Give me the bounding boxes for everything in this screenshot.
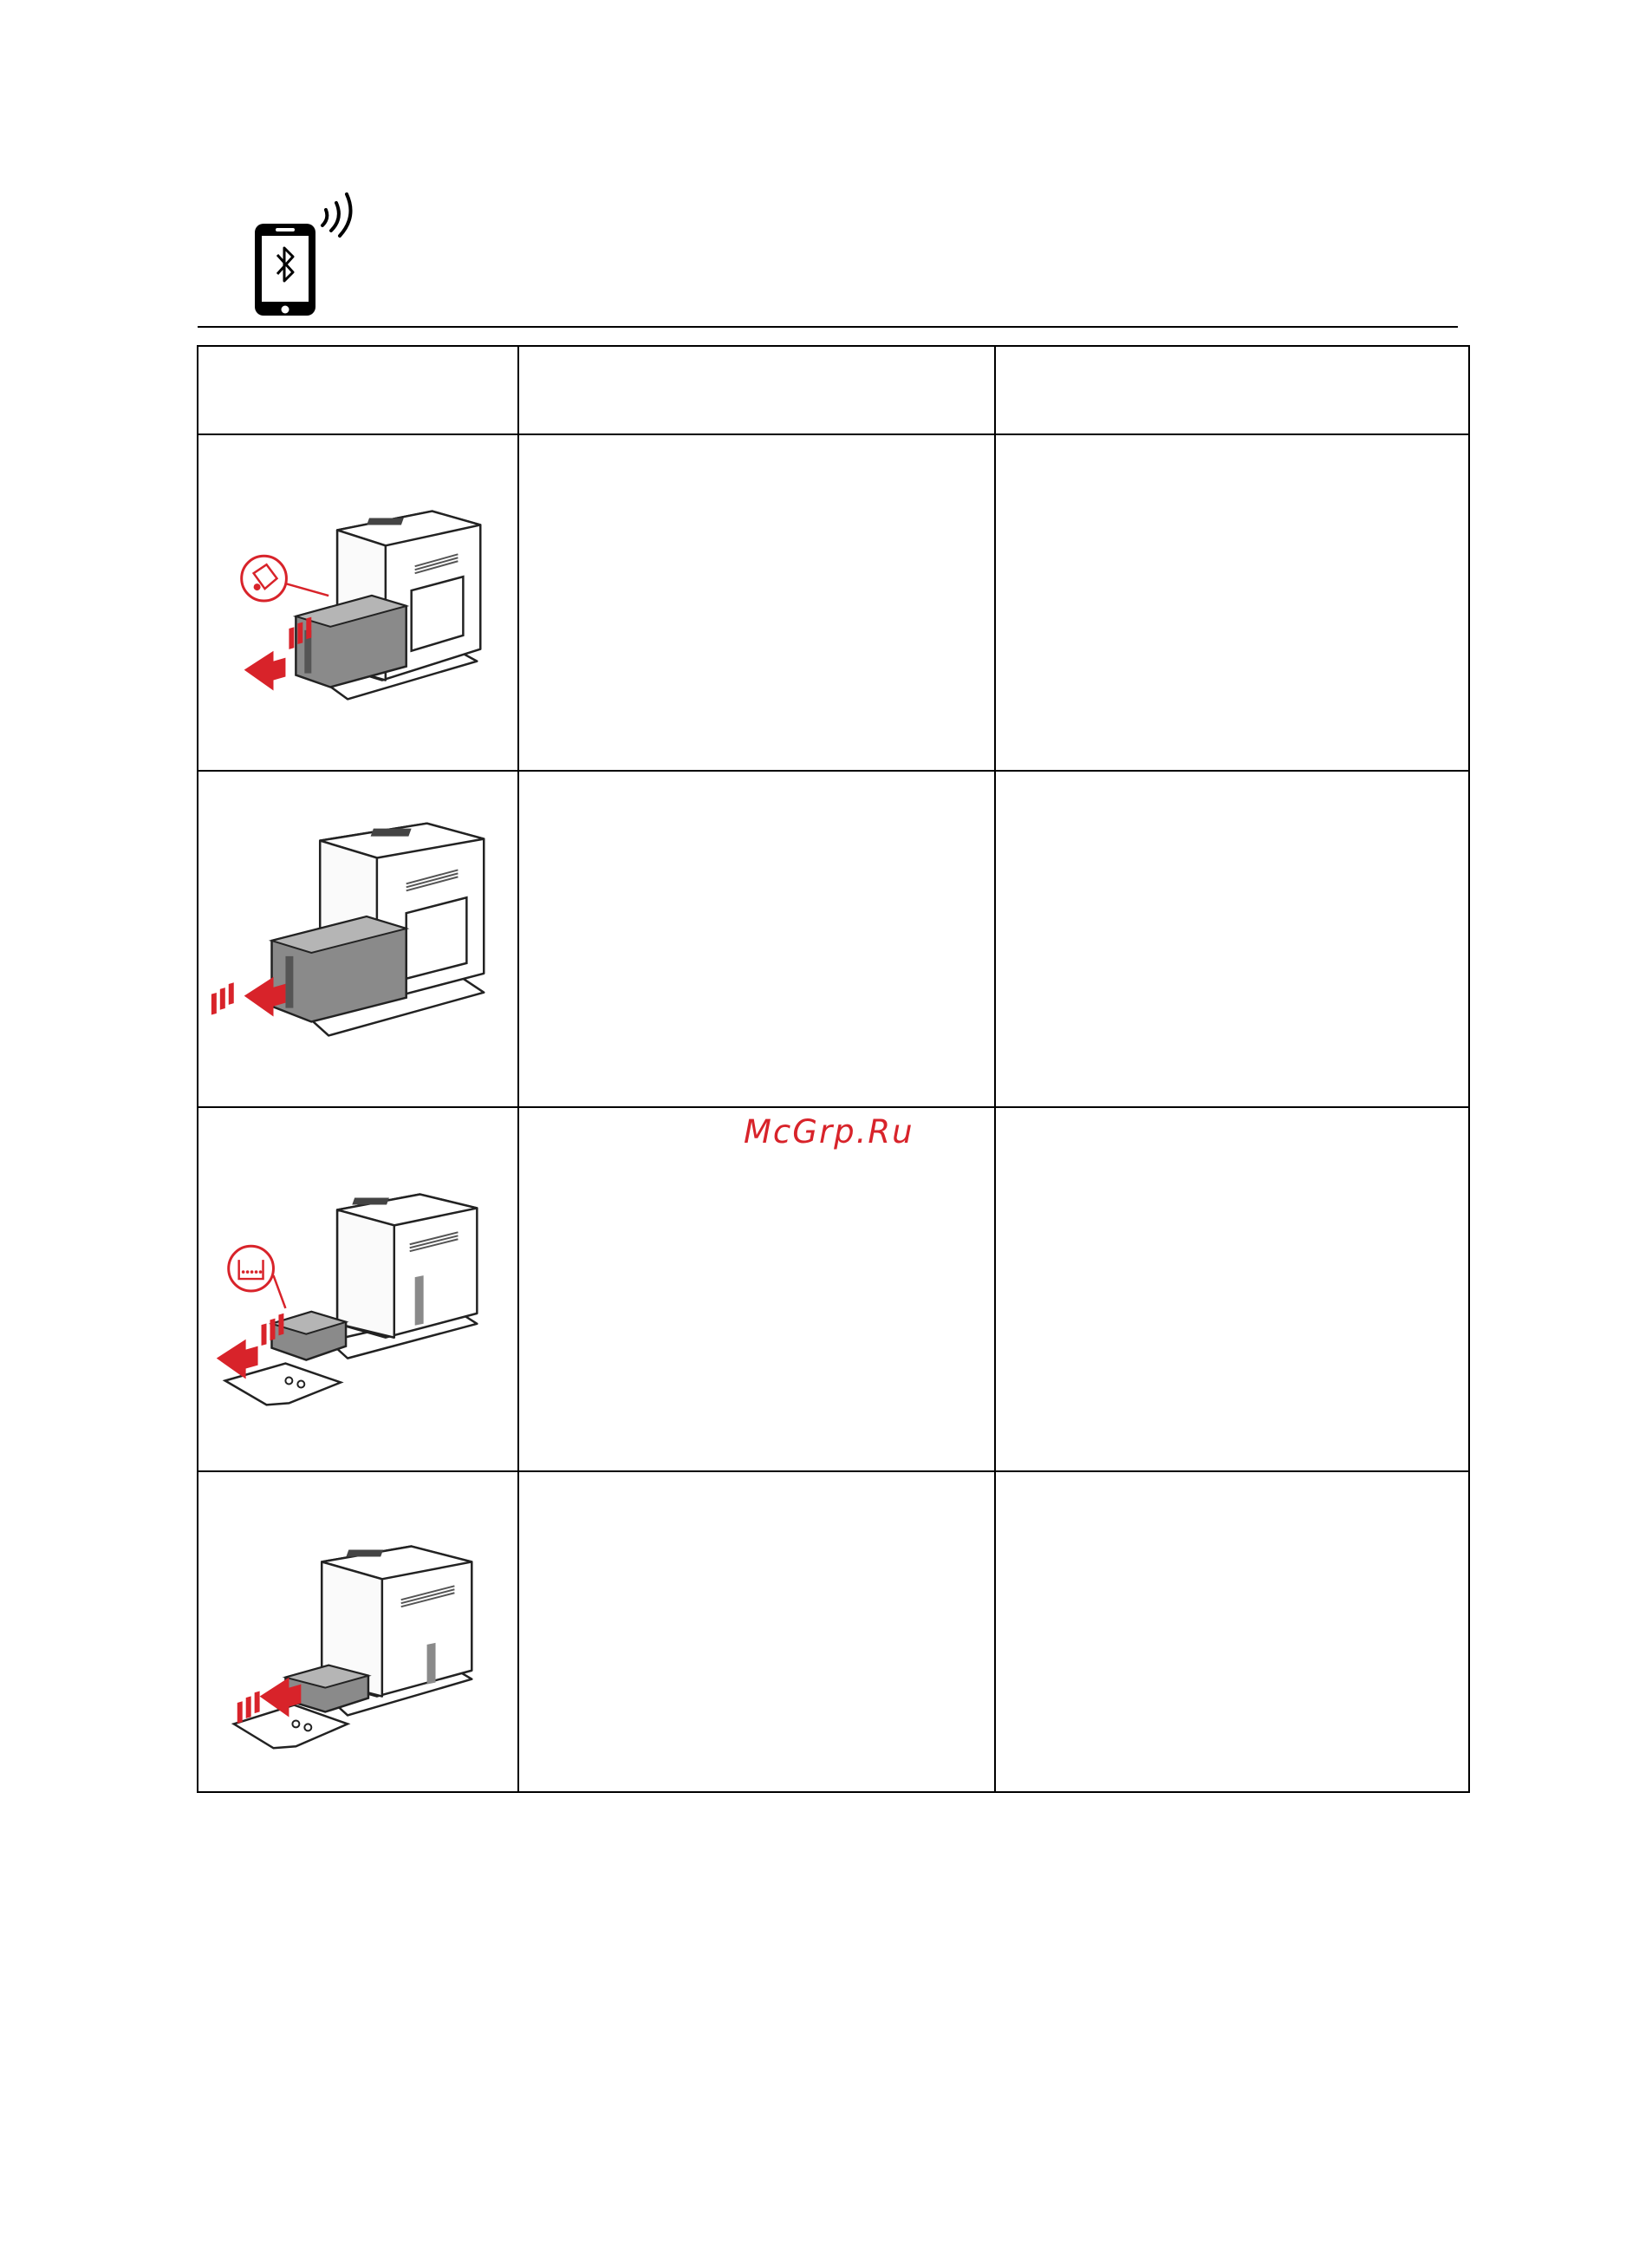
instruction-table xyxy=(197,345,1470,1793)
table-row xyxy=(198,1107,1469,1471)
header-cell-3 xyxy=(995,346,1469,434)
remove-drip-tray-illustration xyxy=(198,1108,517,1470)
header-rule xyxy=(198,326,1458,328)
illustration-cell xyxy=(198,434,518,771)
header-cell-2 xyxy=(518,346,995,434)
instruction-cell xyxy=(518,771,995,1107)
instruction-cell xyxy=(518,434,995,771)
instruction-cell xyxy=(518,1107,995,1471)
insert-drip-tray-illustration xyxy=(198,1472,517,1791)
header-cell-1 xyxy=(198,346,518,434)
insert-water-tank-illustration xyxy=(198,772,517,1106)
illustration-cell xyxy=(198,771,518,1107)
bluetooth-phone-icon xyxy=(243,189,364,319)
illustration-cell xyxy=(198,1471,518,1792)
water-tank-icon xyxy=(242,556,287,601)
drip-tray-icon xyxy=(229,1246,274,1291)
remove-water-tank-illustration xyxy=(198,435,517,770)
table-header-row xyxy=(198,346,1469,434)
illustration-cell xyxy=(198,1107,518,1471)
note-cell xyxy=(995,771,1469,1107)
instruction-cell xyxy=(518,1471,995,1792)
table-row xyxy=(198,434,1469,771)
table-row xyxy=(198,771,1469,1107)
note-cell xyxy=(995,1107,1469,1471)
table-row xyxy=(198,1471,1469,1792)
watermark: McGrp.Ru xyxy=(744,1113,914,1151)
note-cell xyxy=(995,1471,1469,1792)
note-cell xyxy=(995,434,1469,771)
